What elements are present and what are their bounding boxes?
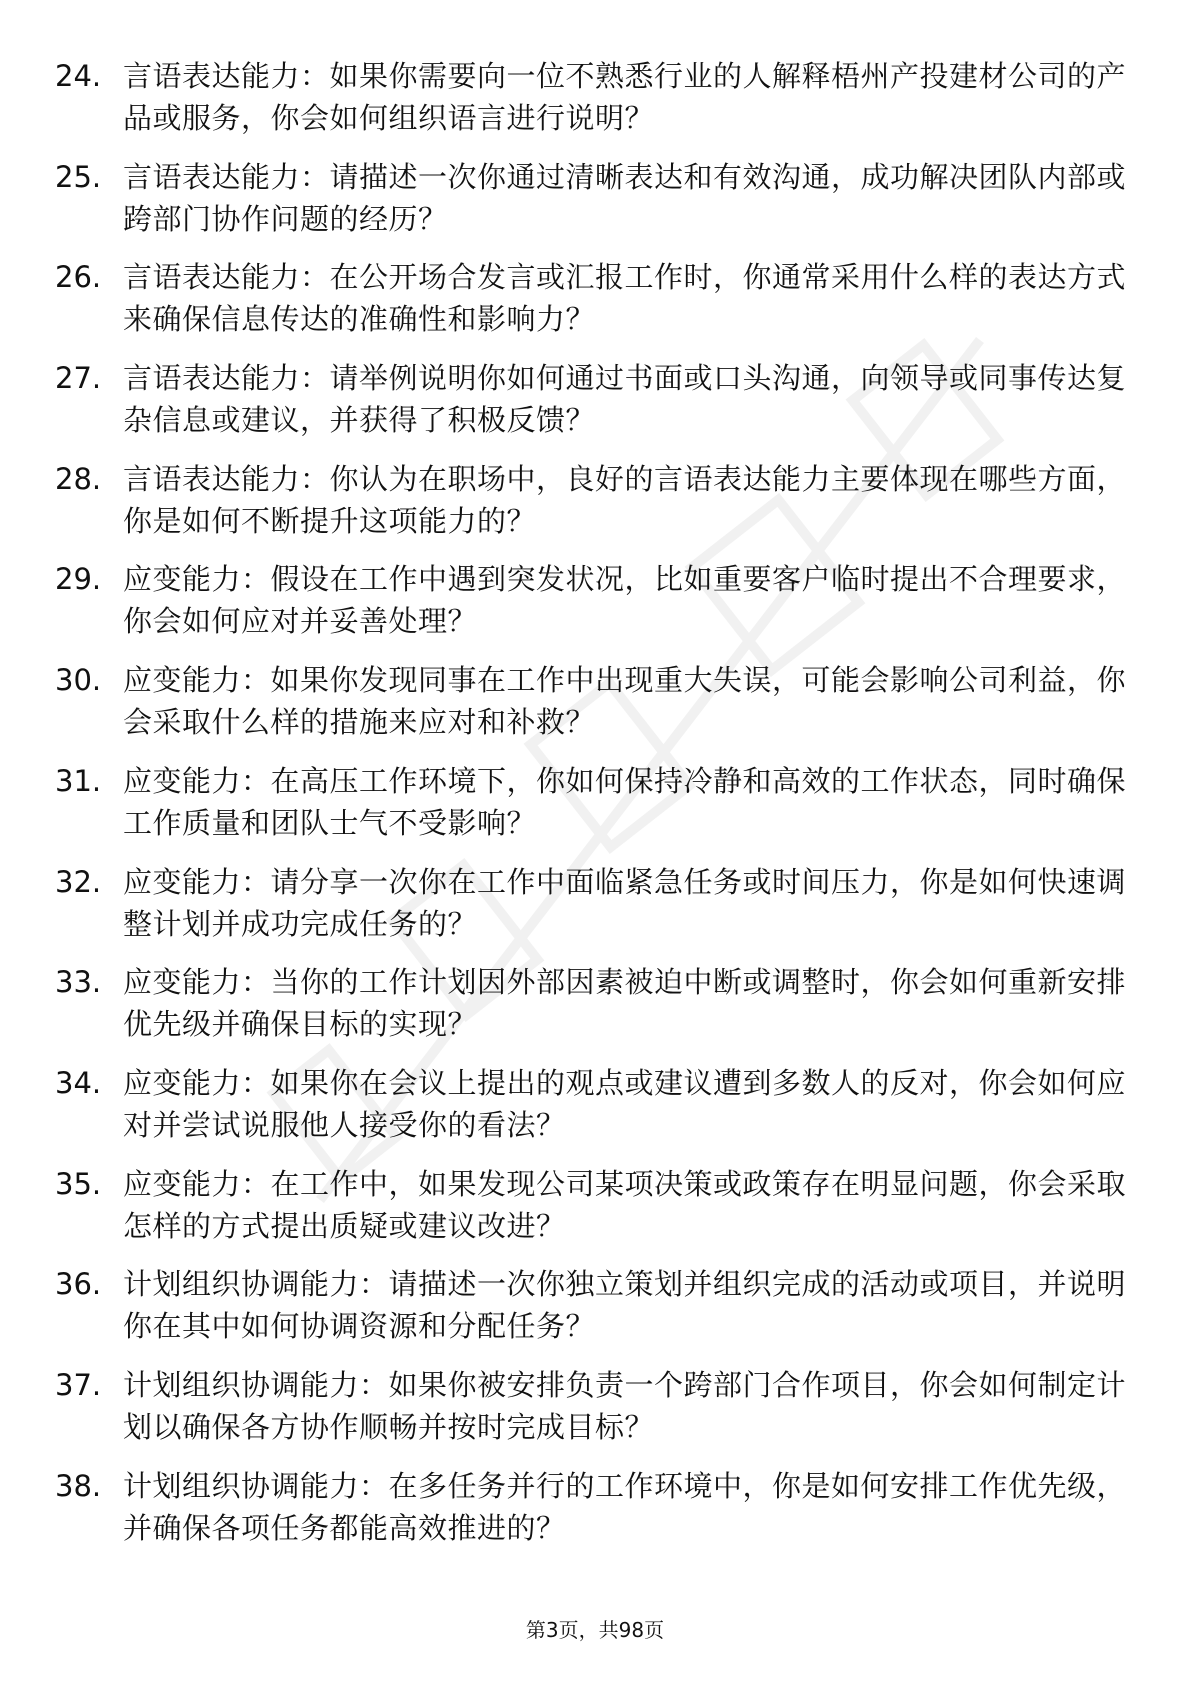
question-number: 38. (55, 1468, 102, 1503)
page-footer: 第3页，共98页 (525, 1618, 665, 1642)
question-list (55, 55, 1130, 1565)
question-item (55, 357, 1130, 458)
question-number: 28. (55, 461, 102, 496)
question-item (55, 1163, 1130, 1264)
question-item (55, 659, 1130, 760)
question-text: 言语表达能力：请举例说明你如何通过书面或口头沟通，向领导或同事传达复杂信息或建议，并获得了积极反馈？ (123, 361, 1127, 438)
question-text: 应变能力：假设在工作中遇到突发状况，比如重要客户临时提出不合理要求，你会如何应对并妥善处理？ (123, 562, 1127, 639)
question-item (55, 1062, 1130, 1163)
question-number: 37. (55, 1367, 102, 1402)
question-text: 应变能力：在工作中，如果发现公司某项决策或政策存在明显问题，你会采取怎样的方式提出质疑或建议改进？ (123, 1166, 1127, 1243)
question-item (55, 458, 1130, 559)
question-text: 计划组织协调能力：如果你被安排负责一个跨部门合作项目，你会如何制定计划以确保各方协作顺畅并按时完成目标？ (123, 1367, 1127, 1444)
question-number: 35. (55, 1166, 102, 1201)
question-number: 32. (55, 864, 102, 899)
question-number: 29. (55, 562, 102, 597)
question-text: 应变能力：如果你发现同事在工作中出现重大失误，可能会影响公司利益，你会采取什么样的措施来应对和补救？ (123, 663, 1127, 740)
question-item (55, 1465, 1130, 1566)
question-number: 27. (55, 361, 102, 396)
question-text: 应变能力：如果你在会议上提出的观点或建议遭到多数人的反对，你会如何应对并尝试说服他人接受你的看法？ (123, 1065, 1127, 1142)
question-item (55, 760, 1130, 861)
question-item (55, 558, 1130, 659)
question-number: 30. (55, 663, 102, 698)
question-number: 31. (55, 763, 102, 798)
question-text: 言语表达能力：如果你需要向一位不熟悉行业的人解释梧州产投建材公司的产品或服务，你会如何组织语言进行说明？ (123, 59, 1127, 135)
question-text: 应变能力：请分享一次你在工作中面临紧急任务或时间压力，你是如何快速调整计划并成功完成任务的？ (123, 864, 1127, 941)
question-number: 36. (55, 1267, 102, 1302)
question-text: 计划组织协调能力：请描述一次你独立策划并组织完成的活动或项目，并说明你在其中如何协调资源和分配任务？ (123, 1267, 1127, 1344)
question-item (55, 1364, 1130, 1465)
question-text: 言语表达能力：请描述一次你通过清晰表达和有效沟通，成功解决团队内部或跨部门协作问题的经历？ (123, 159, 1127, 236)
question-item (55, 55, 1130, 156)
question-number: 25. (55, 159, 102, 194)
question-item (55, 861, 1130, 962)
question-text: 应变能力：当你的工作计划因外部因素被迫中断或调整时，你会如何重新安排优先级并确保目标的实现？ (123, 965, 1127, 1042)
question-item (55, 156, 1130, 257)
question-number: 24. (55, 59, 102, 93)
question-number: 33. (55, 965, 102, 1000)
question-item (55, 1263, 1130, 1364)
question-number: 34. (55, 1065, 102, 1100)
question-text: 计划组织协调能力：在多任务并行的工作环境中，你是如何安排工作优先级，并确保各项任务都能高效推进的？ (123, 1468, 1127, 1545)
question-item (55, 256, 1130, 357)
question-item (55, 961, 1130, 1062)
question-text: 言语表达能力：你认为在职场中，良好的言语表达能力主要体现在哪些方面，你是如何不断提升这项能力的？ (123, 461, 1127, 538)
question-text: 应变能力：在高压工作环境下，你如何保持冷静和高效的工作状态，同时确保工作质量和团队士气不受影响？ (123, 763, 1127, 840)
question-number: 26. (55, 260, 102, 295)
question-text: 言语表达能力：在公开场合发言或汇报工作时，你通常采用什么样的表达方式来确保信息传达的准确性和影响力？ (123, 260, 1127, 337)
